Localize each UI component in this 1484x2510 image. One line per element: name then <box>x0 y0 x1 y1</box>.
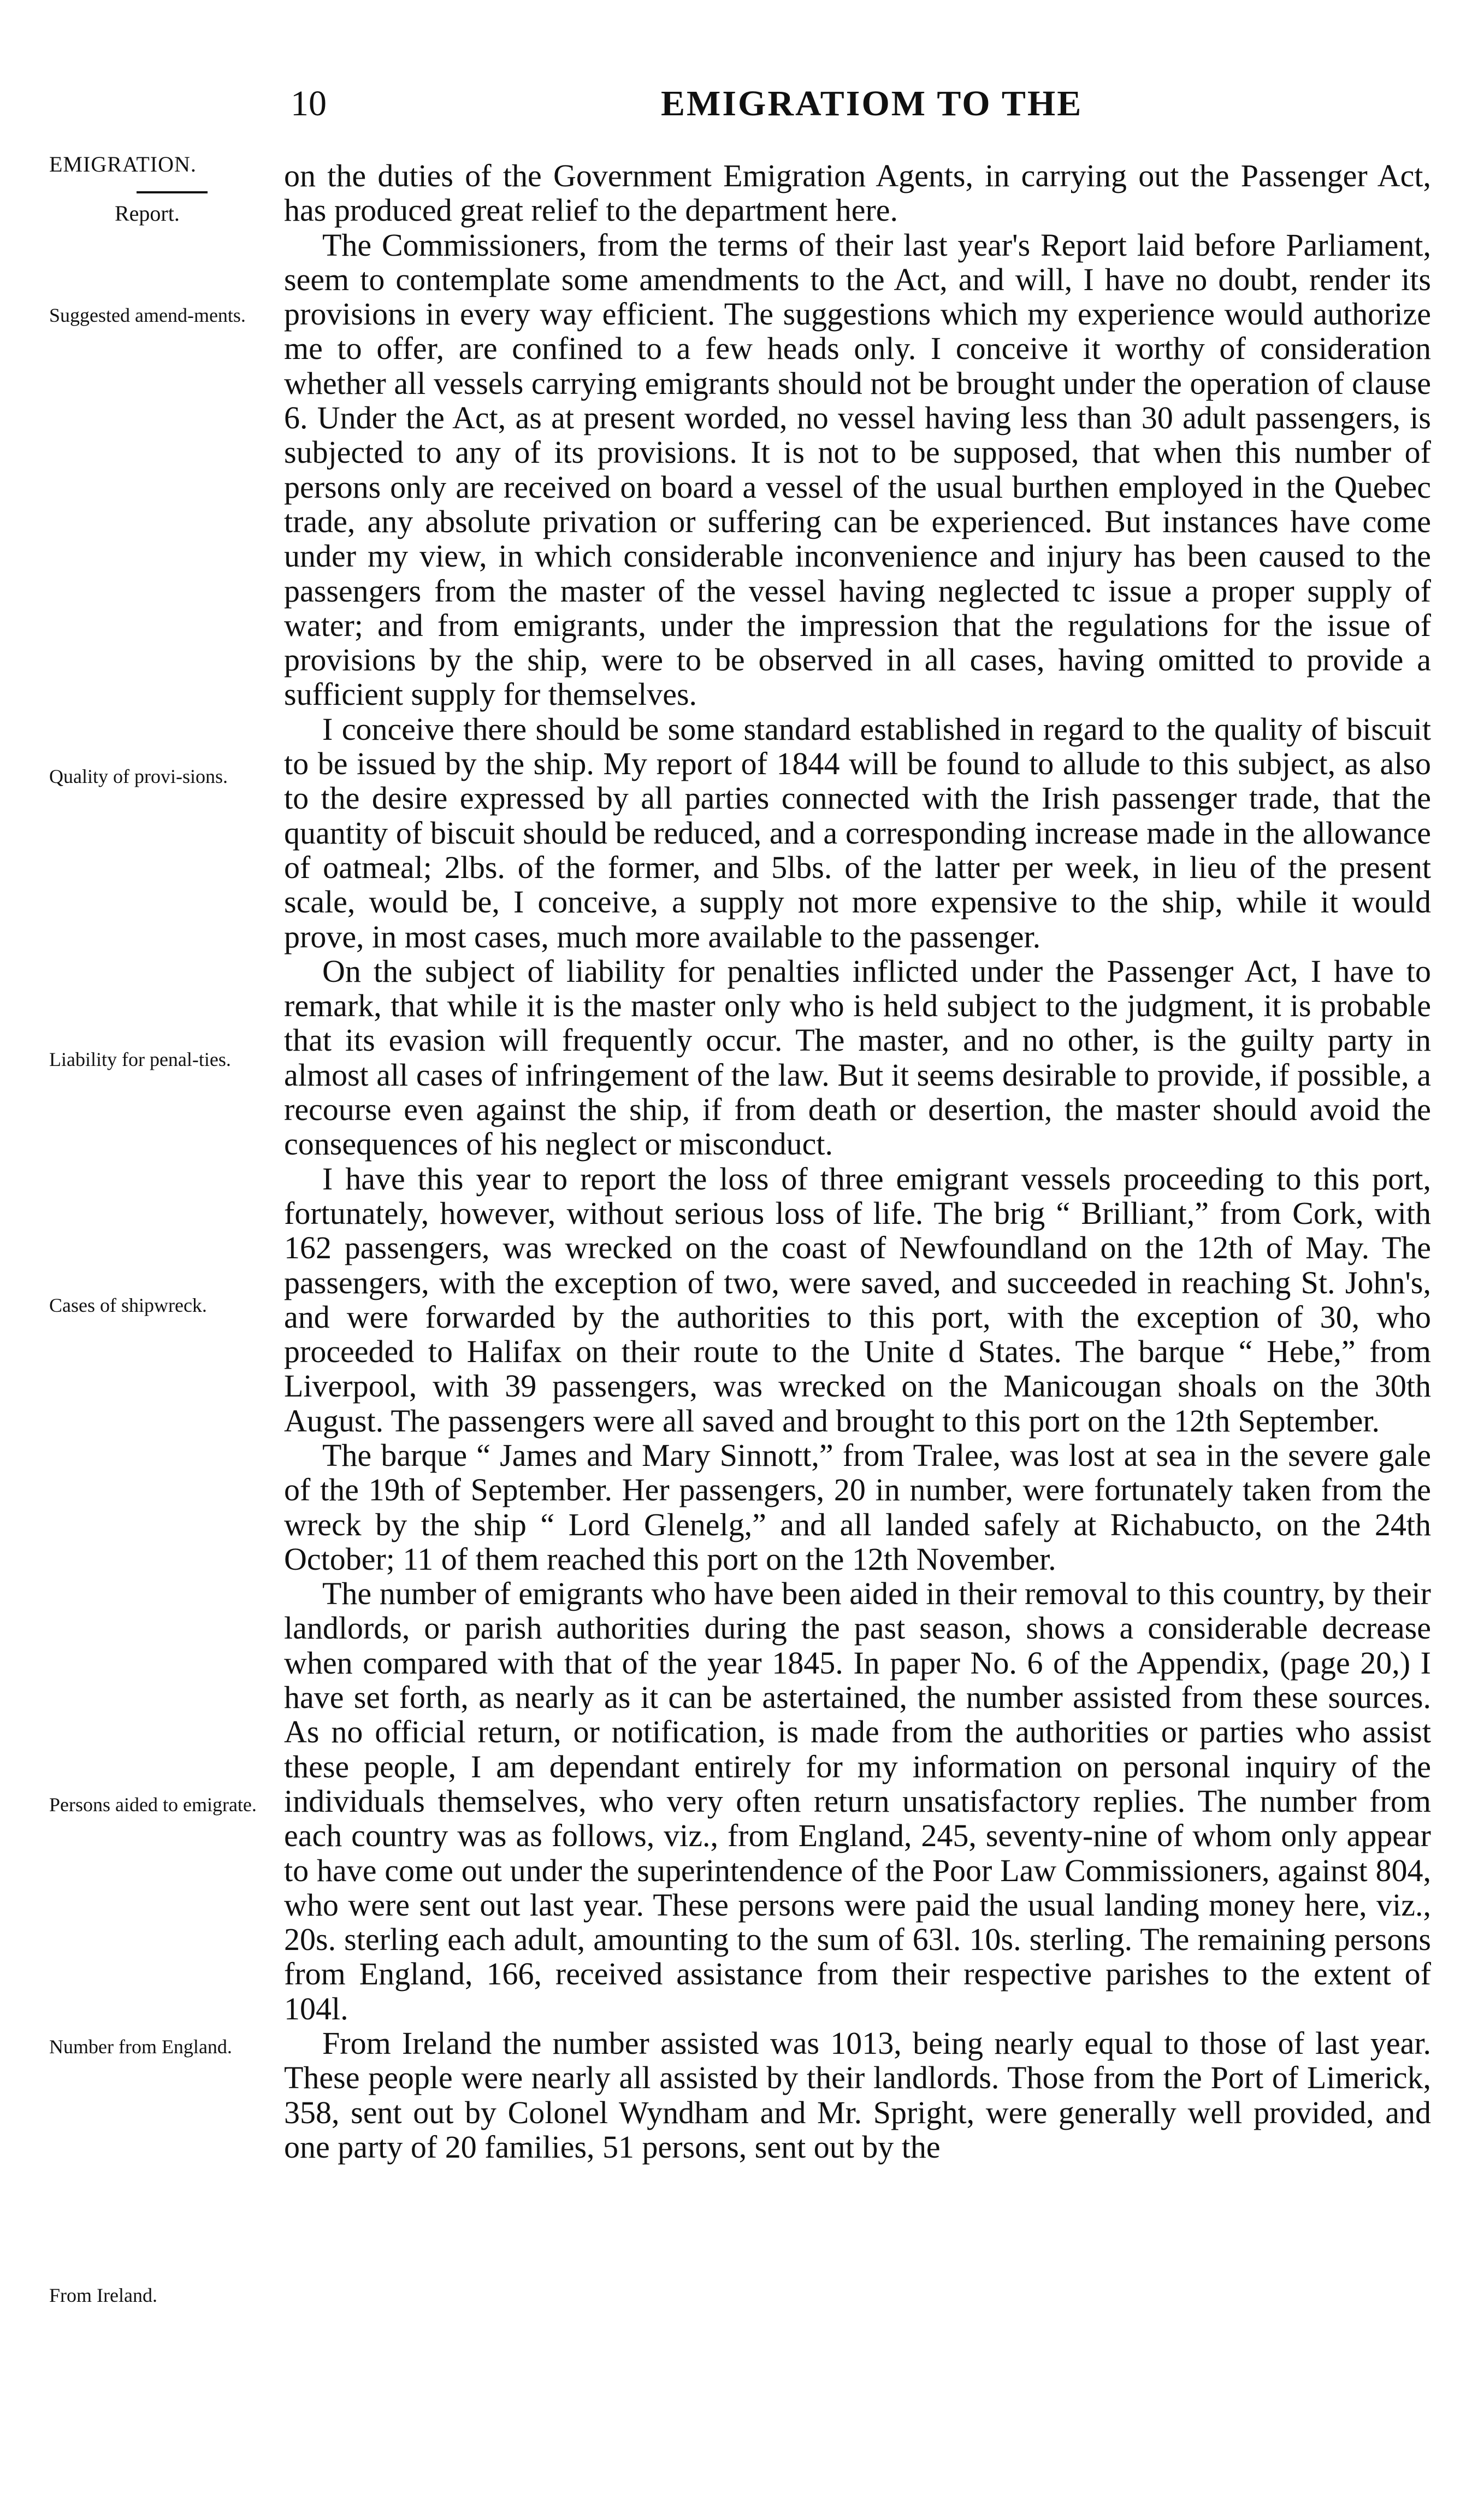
margin-note-number-from-england: Number from England. <box>49 2036 232 2058</box>
margin-note-quality-of-provisions: Quality of provi-sions. <box>49 765 228 787</box>
paragraph: on the duties of the Government Emigration Agents, in carrying out the Passenger Act, has produced great relief to the department here. <box>284 158 1431 228</box>
paragraph: I have this year to report the loss of three emigrant vessels proceeding to this port, fortunately, however, without serious loss of life. The brig “ Brilliant,” from Cork, with 162 passengers, was wrecked on the coast of Newfoundland on the 12th of May. The passengers, with the exception of two, were saved, and succeeded in reaching St. John's, and were forwarded by the authorities to this port, with the exception of 30, who proceeded to Halifax on their route to the Unite d States. The barque “ Hebe,” from Liverpool, with 39 passengers, was wrecked on the Manicougan shoals on the 30th August. The passengers were all saved and brought to this port on the 12th September. <box>284 1160 1431 1439</box>
margin-note-cases-of-shipwreck: Cases of shipwreck. <box>49 1294 207 1316</box>
paragraph: The barque “ James and Mary Sinnott,” from Tralee, was lost at sea in the severe gale of the 19th of September. Her passengers, 20 in number, were fortunately taken from the wreck by the ship “ Lord Glenelg,” and all landed safely at Richabucto, on the 24th October; 11 of them reached this port on the 12th November. <box>284 1437 1431 1577</box>
paragraph: The Commissioners, from the terms of their last year's Report laid before Parliament, seem to contemplate some amendments to the Act, and will, I have no doubt, render its provisions in every way efficient. The suggestions which my experience would authorize me to offer, are confined to a few heads only. I conceive it worthy of consideration whether all vessels carrying emigrants should not be brought under the operation of clause 6. Under the Act, as at present worded, no vessel having less than 30 adult passengers, is subjected to any of its provisions. It is not to be supposed, that when this number of persons only are received on board a vessel of the usual burthen employed in the Quebec trade, any absolute privation or suffering can be experienced. But instances have come under my view, in which considerable inconvenience and injury has been caused to the passengers from the master of the vessel having neglected tc issue a proper supply of water; and from emigrants, under the impression that the regulations for the issue of provisions by the ship, were to be observed in all cases, having omitted to provide a sufficient supply for themselves. <box>284 227 1431 712</box>
margin-rule <box>137 191 208 193</box>
page-number: 10 <box>291 84 327 123</box>
margin-note-emigration: EMIGRATION. <box>49 152 197 176</box>
margin-notes <box>0 0 279 2510</box>
body-text <box>284 158 1431 2164</box>
running-head: EMIGRATIOM TO THE <box>661 84 1083 123</box>
margin-note-persons-aided: Persons aided to emigrate. <box>49 1794 257 1816</box>
paragraph: On the subject of liability for penalties inflicted under the Passenger Act, I have to remark, that while it is the master only who is held subject to the judgment, it is probable that its evasion will frequently occur. The master, and no other, is the guilty party in almost all cases of infringement of the law. But it seems desirable to provide, if possible, a recourse even against the ship, if from death or desertion, the master should avoid the consequences of his neglect or misconduct. <box>284 953 1431 1162</box>
paragraph: I conceive there should be some standard established in regard to the quality of biscuit to be issued by the ship. My report of 1844 will be found to allude to this subject, as also to the desire expressed by all parties connected with the Irish passenger trade, that the quantity of biscuit should be reduced, and a corresponding increase made in the allowance of oatmeal; 2lbs. of the former, and 5lbs. of the latter per week, in lieu of the present scale, would be, I conceive, a supply not more expensive to the ship, while it would prove, in most cases, much more available to the passenger. <box>284 711 1431 954</box>
margin-note-report: Report. <box>115 201 180 226</box>
margin-note-from-ireland: From Ireland. <box>49 2284 157 2306</box>
paragraph: The number of emigrants who have been aided in their removal to this country, by their landlords, or parish authorities during the past season, shows a considerable decrease when compared with that of the year 1845. In paper No. 6 of the Appendix, (page 20,) I have set forth, as nearly as it can be astertained, the number assisted from these sources. As no official return, or notification, is made from the authorities or parties who assist these people, I am dependant entirely for my information on personal inquiry of the individuals themselves, who very often return unsatisfactory replies. The number from each country was as follows, viz., from England, 245, seventy-nine of whom only appear to have come out under the superintendence of the Poor Law Commissioners, against 804, who were sent out last year. These persons were paid the usual landing money here, viz., 20s. sterling each adult, amounting to the sum of 63l. 10s. sterling. The remaining persons from England, 166, received assistance from their respective parishes to the extent of 104l. <box>284 1576 1431 2026</box>
margin-note-liability-for-penalties: Liability for penal-ties. <box>49 1048 231 1070</box>
paragraph: From Ireland the number assisted was 1013, being nearly equal to those of last year. These people were nearly all assisted by their landlords. Those from the Port of Limerick, 358, sent out by Colonel Wyndham and Mr. Spright, were generally well provided, and one party of 20 families, 51 persons, sent out by the <box>284 2025 1431 2165</box>
margin-note-suggested-amendments: Suggested amend-ments. <box>49 304 246 326</box>
